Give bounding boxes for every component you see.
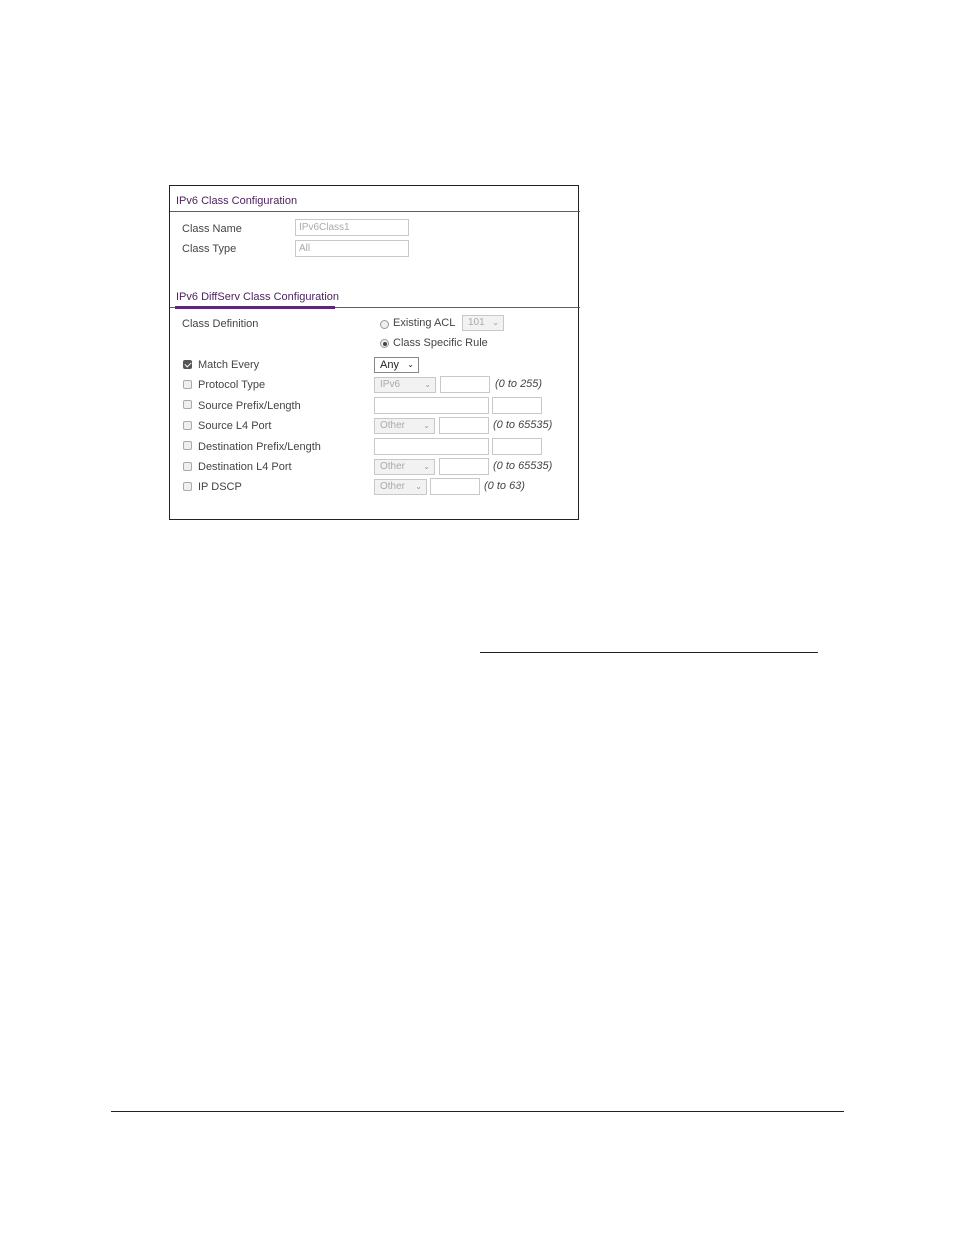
source-prefix-label: Source Prefix/Length — [198, 400, 301, 412]
ipv6-class-config-panel — [169, 185, 579, 520]
diffserv-config-header — [170, 284, 580, 308]
dest-length-input[interactable] — [492, 438, 542, 455]
dest-prefix-checkbox-icon[interactable] — [183, 441, 192, 450]
dest-l4-port-range: (0 to 65535) — [493, 460, 553, 472]
protocol-type-label: Protocol Type — [198, 379, 266, 391]
class-name-input[interactable] — [295, 219, 409, 236]
match-every-label: Match Every — [198, 359, 260, 371]
footer-divider — [111, 1111, 844, 1112]
ipv6-class-config-title: IPv6 Class Configuration — [176, 195, 298, 207]
dest-l4-port-value: Other — [380, 461, 406, 472]
existing-acl-radio-icon[interactable] — [380, 320, 389, 329]
chevron-down-icon: ⌄ — [407, 360, 414, 369]
source-l4-port-label: Source L4 Port — [198, 420, 272, 432]
chevron-down-icon: ⌄ — [424, 380, 431, 389]
source-prefix-checkbox-icon[interactable] — [183, 400, 192, 409]
match-every-select[interactable] — [374, 357, 419, 373]
source-l4-port-range: (0 to 65535) — [493, 419, 553, 431]
dest-prefix-input[interactable] — [374, 438, 489, 455]
link-underline — [480, 652, 818, 653]
class-specific-rule-radio-icon[interactable] — [380, 339, 389, 348]
chevron-down-icon: ⌄ — [492, 318, 499, 327]
protocol-type-range: (0 to 255) — [495, 378, 543, 390]
source-l4-port-select[interactable] — [374, 418, 435, 434]
protocol-type-select[interactable] — [374, 377, 436, 393]
protocol-type-checkbox-icon[interactable] — [183, 380, 192, 389]
source-length-input[interactable] — [492, 397, 542, 414]
existing-acl-label: Existing ACL — [393, 317, 456, 329]
ip-dscp-label: IP DSCP — [198, 481, 242, 493]
dest-l4-port-label: Destination L4 Port — [198, 461, 292, 473]
chevron-down-icon: ⌄ — [423, 421, 430, 430]
ipv6-class-config-header — [170, 188, 580, 212]
ip-dscp-checkbox-icon[interactable] — [183, 482, 192, 491]
match-every-value: Any — [380, 359, 399, 371]
protocol-type-input[interactable] — [440, 376, 490, 393]
source-l4-port-input[interactable] — [439, 417, 489, 434]
source-prefix-input[interactable] — [374, 397, 489, 414]
chevron-down-icon: ⌄ — [423, 462, 430, 471]
class-specific-rule-label: Class Specific Rule — [393, 337, 488, 349]
existing-acl-value: 101 — [468, 317, 485, 328]
diffserv-config-title: IPv6 DiffServ Class Configuration — [176, 291, 340, 303]
class-type-label: Class Type — [182, 243, 237, 255]
ip-dscp-select[interactable] — [374, 479, 427, 495]
ip-dscp-value: Other — [380, 481, 406, 492]
dest-l4-port-checkbox-icon[interactable] — [183, 462, 192, 471]
diffserv-header-accent — [175, 306, 335, 309]
source-l4-port-value: Other — [380, 420, 406, 431]
dest-l4-port-input[interactable] — [439, 458, 489, 475]
existing-acl-select[interactable] — [462, 315, 504, 331]
dest-l4-port-select[interactable] — [374, 459, 435, 475]
protocol-type-value: IPv6 — [380, 379, 401, 390]
chevron-down-icon: ⌄ — [415, 482, 422, 491]
ip-dscp-range: (0 to 63) — [484, 480, 525, 492]
source-l4-port-checkbox-icon[interactable] — [183, 421, 192, 430]
class-name-label: Class Name — [182, 223, 242, 235]
dest-prefix-label: Destination Prefix/Length — [198, 441, 321, 453]
class-type-input[interactable] — [295, 240, 409, 257]
match-every-checkbox-icon[interactable] — [183, 360, 192, 369]
class-definition-label: Class Definition — [182, 318, 259, 330]
ip-dscp-input[interactable] — [430, 478, 480, 495]
